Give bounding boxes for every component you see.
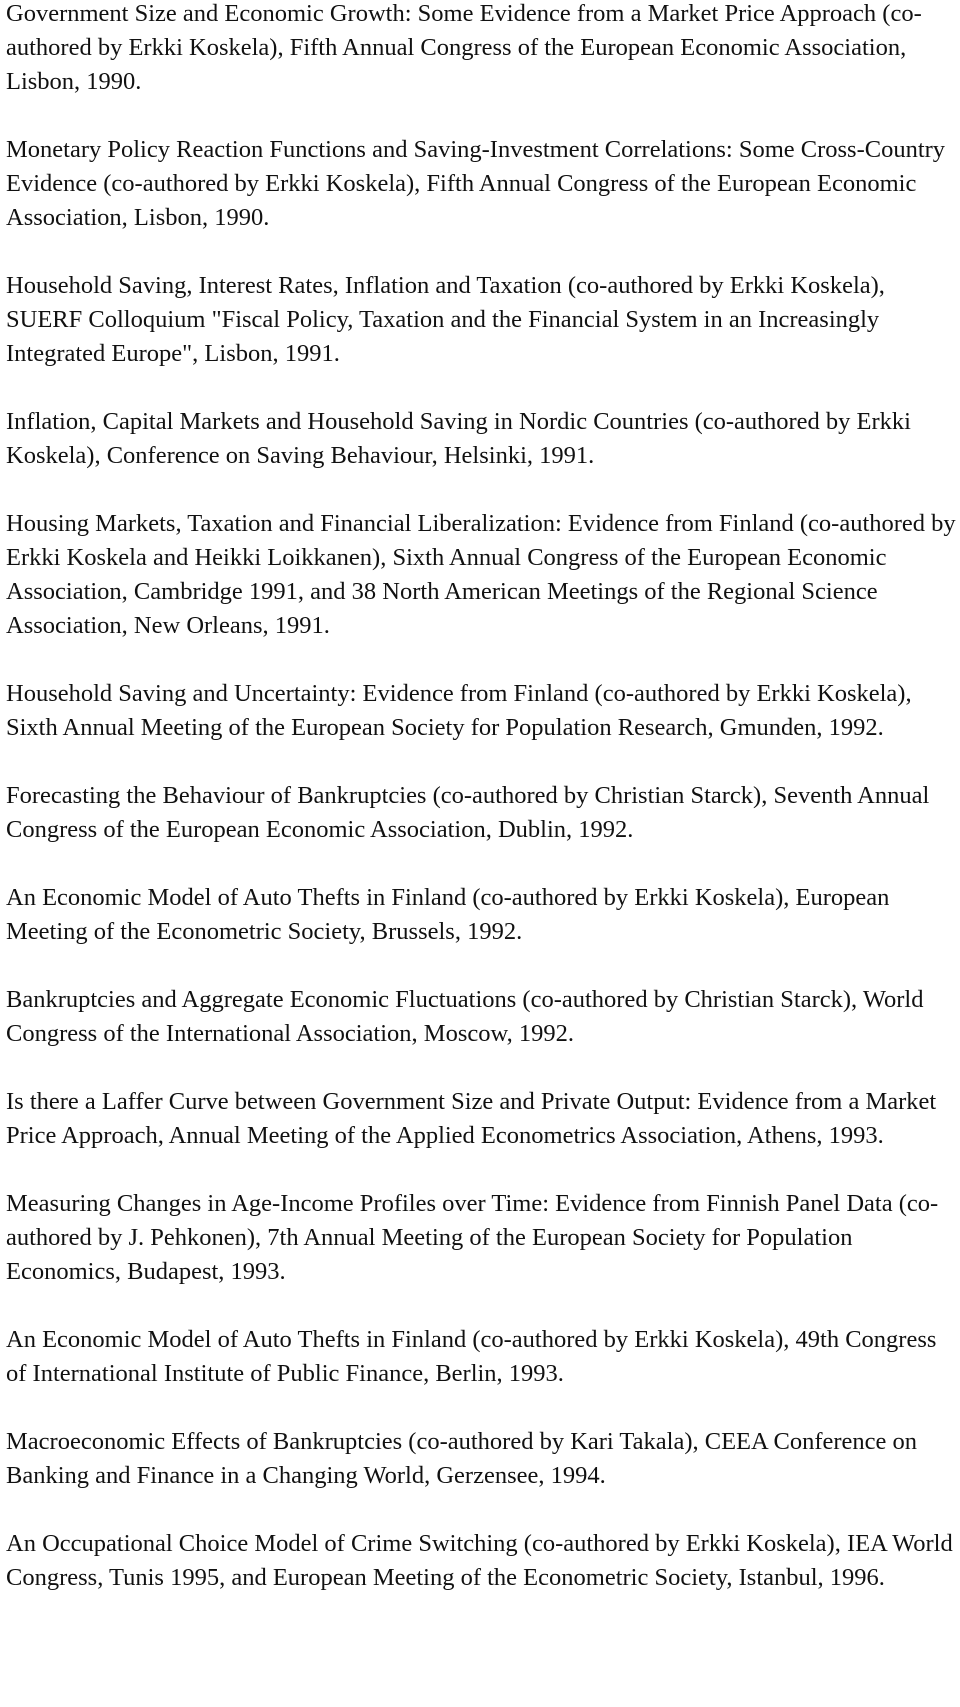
publication-entry: Housing Markets, Taxation and Financial Liberalization: Evidence from Finland (co-authored by Erkki Koskela and Heikki Loikkanen), Sixth Annual Congress of the European Economic Association, Cambridge 1991, and 38 North American Meetings of the Regional Science Association, New Orleans, 1991. bbox=[6, 510, 956, 639]
publication-entry: Forecasting the Behaviour of Bankruptcies (co-authored by Christian Starck), Seventh Annual Congress of the European Economic Association, Dublin, 1992. bbox=[6, 782, 930, 843]
publication-entry: Bankruptcies and Aggregate Economic Fluctuations (co-authored by Christian Starck), World Congress of the International Association, Moscow, 1992. bbox=[6, 986, 924, 1047]
publication-entry: An Occupational Choice Model of Crime Switching (co-authored by Erkki Koskela), IEA World Congress, Tunis 1995, and European Meeting of the Econometric Society, Istanbul, 1996. bbox=[6, 1530, 953, 1591]
publication-entry: Monetary Policy Reaction Functions and Saving-Investment Correlations: Some Cross-Country Evidence (co-authored by Erkki Koskela), Fifth Annual Congress of the European Economic Association, Lisbon, 1990. bbox=[6, 136, 946, 231]
publication-entry: An Economic Model of Auto Thefts in Finland (co-authored by Erkki Koskela), 49th Congress of International Institute of Public Finance, Berlin, 1993. bbox=[6, 1326, 937, 1387]
publication-entry: Measuring Changes in Age-Income Profiles over Time: Evidence from Finnish Panel Data (co-authored by J. Pehkonen), 7th Annual Meeting of the European Society for Population Economics, Budapest, 1993. bbox=[6, 1190, 939, 1285]
publication-entry: An Economic Model of Auto Thefts in Finland (co-authored by Erkki Koskela), European Meeting of the Econometric Society, Brussels, 1992. bbox=[6, 884, 890, 945]
publication-entry: Government Size and Economic Growth: Some Evidence from a Market Price Approach (co-authored by Erkki Koskela), Fifth Annual Congress of the European Economic Association, Lisbon, 1990. bbox=[6, 0, 922, 95]
publication-entry: Inflation, Capital Markets and Household Saving in Nordic Countries (co-authored by Erkki Koskela), Conference on Saving Behaviour, Helsinki, 1991. bbox=[6, 408, 911, 469]
publication-entry: Is there a Laffer Curve between Government Size and Private Output: Evidence from a Market Price Approach, Annual Meeting of the Applied Econometrics Association, Athens, 1993. bbox=[6, 1088, 937, 1149]
publication-entry: Household Saving and Uncertainty: Evidence from Finland (co-authored by Erkki Koskela), Sixth Annual Meeting of the European Society for Population Research, Gmunden, 1992. bbox=[6, 680, 912, 741]
document-page bbox=[6, 0, 956, 1629]
publication-entry: Household Saving, Interest Rates, Inflation and Taxation (co-authored by Erkki Koskela), SUERF Colloquium "Fiscal Policy, Taxation and the Financial System in an Increasingly Integrated Europe", Lisbon, 1991. bbox=[6, 272, 885, 367]
publication-entry: Macroeconomic Effects of Bankruptcies (co-authored by Kari Takala), CEEA Conference on Banking and Finance in a Changing World, Gerzensee, 1994. bbox=[6, 1428, 918, 1489]
